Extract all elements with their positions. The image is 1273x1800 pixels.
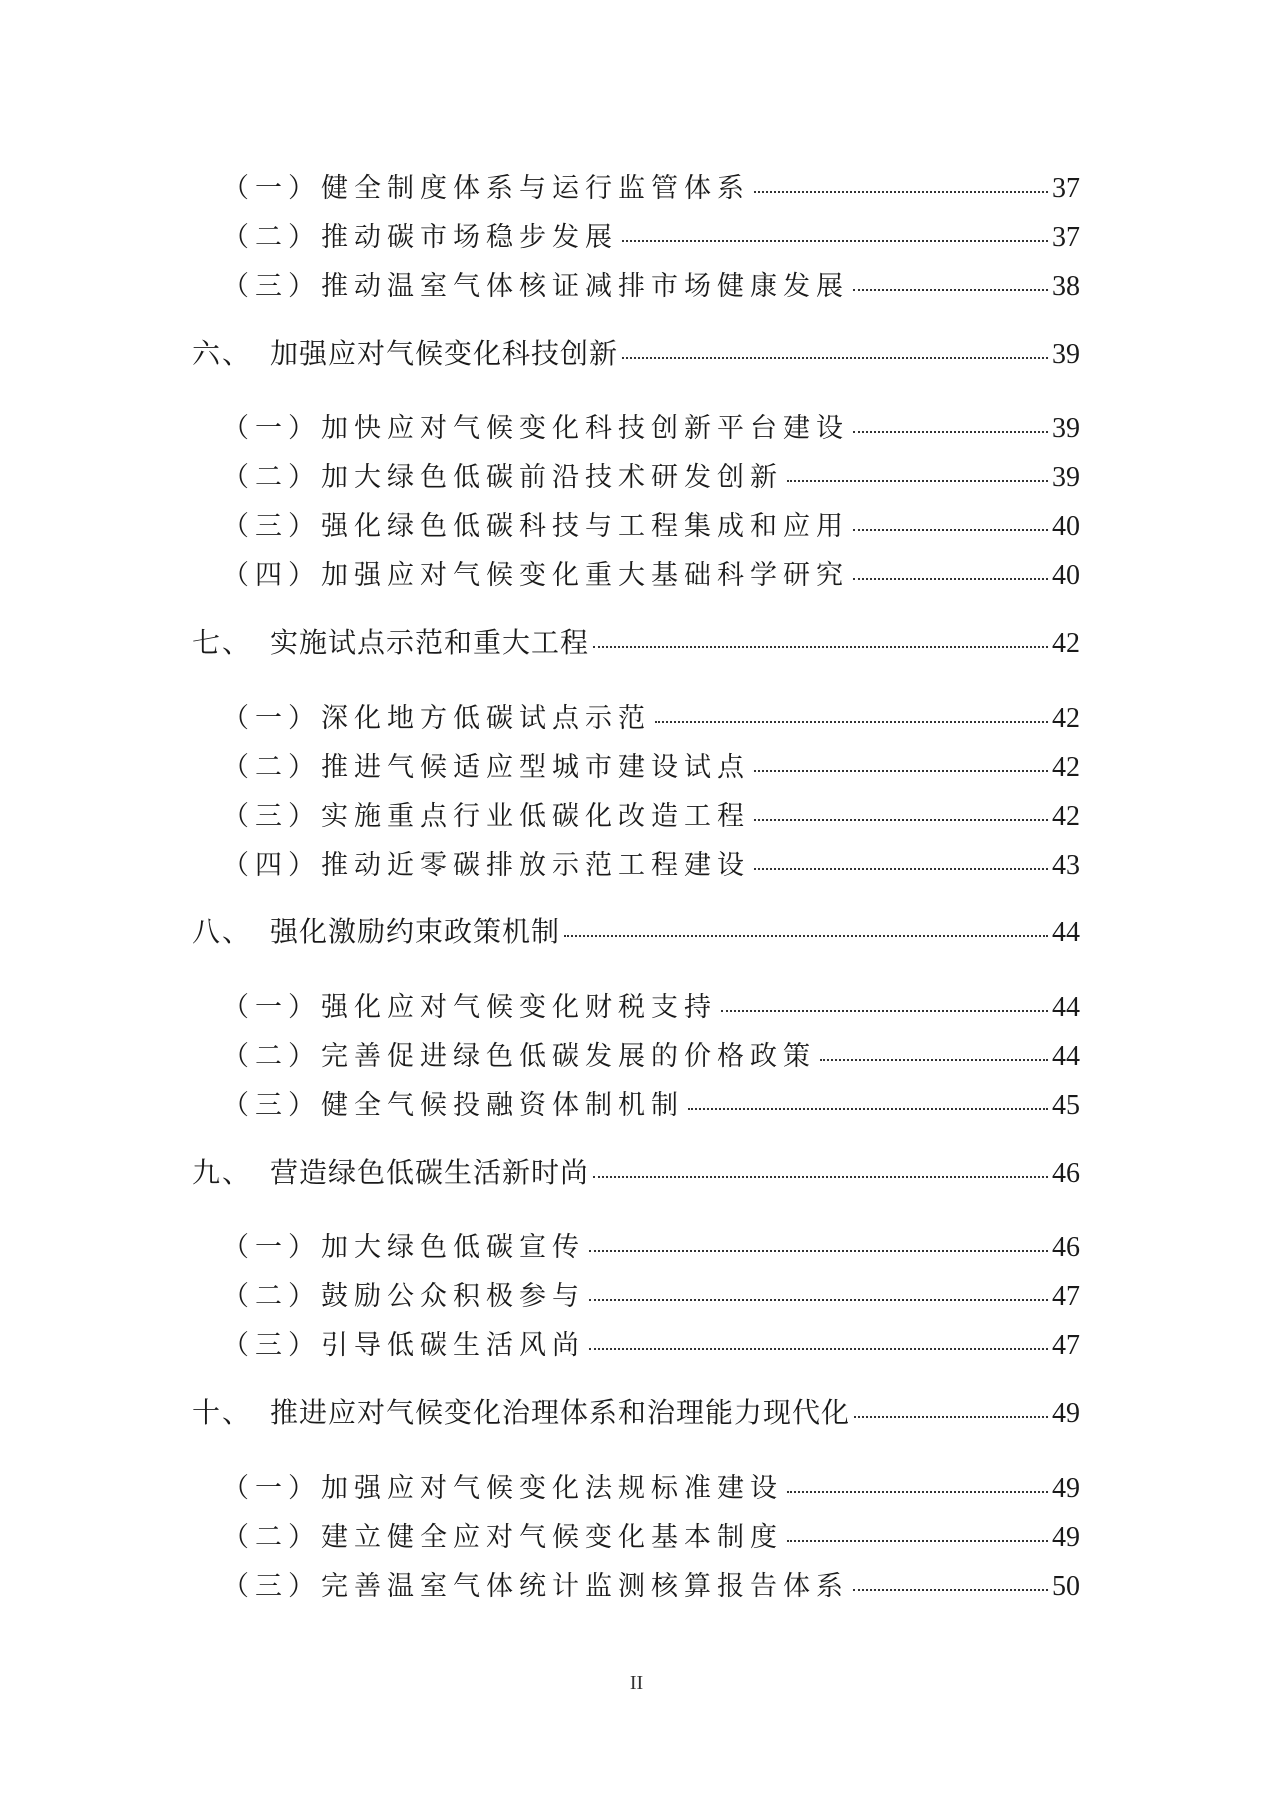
toc-section-title: 强化激励约束政策机制 bbox=[270, 915, 561, 948]
toc-entry[interactable] bbox=[222, 1564, 1080, 1603]
dot-leader bbox=[688, 1108, 1048, 1110]
page-number-footer: II bbox=[629, 1672, 644, 1694]
dot-leader bbox=[853, 1589, 1048, 1591]
toc-entry-label: （一）加快应对气候变化科技创新平台建设 bbox=[222, 413, 849, 444]
toc-page-number: 42 bbox=[1052, 801, 1080, 832]
toc-page-number: 50 bbox=[1052, 1571, 1080, 1602]
dot-leader bbox=[589, 1250, 1048, 1252]
toc-page-number: 39 bbox=[1052, 462, 1080, 493]
toc-entry[interactable] bbox=[222, 455, 1080, 494]
toc-entry[interactable] bbox=[222, 264, 1080, 303]
dot-leader bbox=[564, 935, 1048, 937]
toc-entry-label: （一）健全制度体系与运行监管体系 bbox=[222, 173, 750, 204]
toc-entry[interactable] bbox=[222, 1274, 1080, 1313]
toc-section-title: 营造绿色低碳生活新时尚 bbox=[270, 1156, 590, 1189]
toc-entry[interactable] bbox=[222, 215, 1080, 254]
toc-entry-label: （三）完善温室气体统计监测核算报告体系 bbox=[222, 1571, 849, 1602]
toc-entry-label: （一）加大绿色低碳宣传 bbox=[222, 1232, 585, 1263]
toc-entry-label: （二）完善促进绿色低碳发展的价格政策 bbox=[222, 1041, 816, 1072]
dot-leader bbox=[589, 1299, 1048, 1301]
toc-entry[interactable] bbox=[222, 1466, 1080, 1505]
toc-section-title: 实施试点示范和重大工程 bbox=[270, 626, 590, 659]
dot-leader bbox=[589, 1348, 1048, 1350]
toc-entry[interactable] bbox=[222, 1034, 1080, 1073]
toc-entry[interactable] bbox=[222, 1225, 1080, 1264]
toc-entry-label: （二）推动碳市场稳步发展 bbox=[222, 222, 618, 253]
toc-page-number: 43 bbox=[1052, 850, 1080, 881]
dot-leader bbox=[754, 868, 1048, 870]
toc-page-number: 39 bbox=[1052, 339, 1080, 370]
dot-leader bbox=[754, 770, 1048, 772]
toc-section-number: 十、 bbox=[192, 1396, 253, 1429]
toc-entry-label: （三）推动温室气体核证减排市场健康发展 bbox=[222, 271, 849, 302]
toc-entry[interactable] bbox=[222, 696, 1080, 735]
toc-page-number: 46 bbox=[1052, 1232, 1080, 1263]
toc-page-number: 42 bbox=[1052, 628, 1080, 659]
dot-leader bbox=[787, 1540, 1048, 1542]
toc-entry-label: （二）鼓励公众积极参与 bbox=[222, 1281, 585, 1312]
toc-page-number: 40 bbox=[1052, 511, 1080, 542]
toc-section[interactable] bbox=[192, 1391, 1080, 1431]
toc-page-number: 44 bbox=[1052, 992, 1080, 1023]
toc-page-number: 37 bbox=[1052, 173, 1080, 204]
dot-leader bbox=[754, 819, 1048, 821]
dot-leader bbox=[787, 480, 1048, 482]
toc-entry[interactable] bbox=[222, 553, 1080, 592]
toc-entry[interactable] bbox=[222, 843, 1080, 882]
toc-page-number: 49 bbox=[1052, 1398, 1080, 1429]
dot-leader bbox=[854, 1416, 1048, 1418]
toc-entry[interactable] bbox=[222, 794, 1080, 833]
dot-leader bbox=[622, 357, 1048, 359]
toc-section-title: 推进应对气候变化治理体系和治理能力现代化 bbox=[270, 1396, 851, 1429]
toc-entry-label: （二）加大绿色低碳前沿技术研发创新 bbox=[222, 462, 783, 493]
dot-leader bbox=[853, 529, 1048, 531]
toc-page-number: 42 bbox=[1052, 703, 1080, 734]
toc-page-number: 47 bbox=[1052, 1281, 1080, 1312]
toc-entry-label: （一）深化地方低碳试点示范 bbox=[222, 703, 651, 734]
toc-section-number: 九、 bbox=[192, 1156, 253, 1189]
dot-leader bbox=[853, 431, 1048, 433]
toc-entry-label: （四）推动近零碳排放示范工程建设 bbox=[222, 850, 750, 881]
toc-section[interactable] bbox=[192, 910, 1080, 950]
toc-page-number: 46 bbox=[1052, 1158, 1080, 1189]
toc-entry-label: （四）加强应对气候变化重大基础科学研究 bbox=[222, 560, 849, 591]
toc-entry-label: （一）强化应对气候变化财税支持 bbox=[222, 992, 717, 1023]
toc-page-number: 49 bbox=[1052, 1473, 1080, 1504]
dot-leader bbox=[721, 1010, 1048, 1012]
toc-entry[interactable] bbox=[222, 166, 1080, 205]
toc-section-number: 八、 bbox=[192, 915, 253, 948]
dot-leader bbox=[853, 578, 1048, 580]
dot-leader bbox=[593, 1176, 1048, 1178]
toc-section[interactable] bbox=[192, 621, 1080, 661]
toc-entry-label: （二）建立健全应对气候变化基本制度 bbox=[222, 1522, 783, 1553]
toc-entry-label: （二）推进气候适应型城市建设试点 bbox=[222, 752, 750, 783]
toc-entry[interactable] bbox=[222, 504, 1080, 543]
dot-leader bbox=[622, 240, 1048, 242]
toc-entry[interactable] bbox=[222, 745, 1080, 784]
toc-page-number: 39 bbox=[1052, 413, 1080, 444]
toc-page-number: 49 bbox=[1052, 1522, 1080, 1553]
toc-entry-label: （一）加强应对气候变化法规标准建设 bbox=[222, 1473, 783, 1504]
toc-page-number: 47 bbox=[1052, 1330, 1080, 1361]
toc-page-number: 37 bbox=[1052, 222, 1080, 253]
toc-page-number: 38 bbox=[1052, 271, 1080, 302]
dot-leader bbox=[787, 1491, 1048, 1493]
toc-entry-label: （三）实施重点行业低碳化改造工程 bbox=[222, 801, 750, 832]
toc-section[interactable] bbox=[192, 1151, 1080, 1191]
toc-section-number: 六、 bbox=[192, 337, 253, 370]
toc-entry-label: （三）强化绿色低碳科技与工程集成和应用 bbox=[222, 511, 849, 542]
toc-page-number: 40 bbox=[1052, 560, 1080, 591]
toc-entry[interactable] bbox=[222, 1515, 1080, 1554]
toc-page-number: 44 bbox=[1052, 917, 1080, 948]
toc-entry[interactable] bbox=[222, 985, 1080, 1024]
toc-section-title: 加强应对气候变化科技创新 bbox=[270, 337, 619, 370]
dot-leader bbox=[593, 646, 1048, 648]
dot-leader bbox=[655, 721, 1048, 723]
toc-section-number: 七、 bbox=[192, 626, 253, 659]
toc-entry[interactable] bbox=[222, 1323, 1080, 1362]
toc-entry[interactable] bbox=[222, 1083, 1080, 1122]
dot-leader bbox=[853, 289, 1048, 291]
toc-page-number: 42 bbox=[1052, 752, 1080, 783]
toc-entry-label: （三）引导低碳生活风尚 bbox=[222, 1330, 585, 1361]
toc-page-number: 45 bbox=[1052, 1090, 1080, 1121]
dot-leader bbox=[754, 191, 1048, 193]
dot-leader bbox=[820, 1059, 1048, 1061]
toc-page-number: 44 bbox=[1052, 1041, 1080, 1072]
toc-section[interactable] bbox=[192, 332, 1080, 372]
toc-entry[interactable] bbox=[222, 406, 1080, 445]
toc-entry-label: （三）健全气候投融资体制机制 bbox=[222, 1090, 684, 1121]
